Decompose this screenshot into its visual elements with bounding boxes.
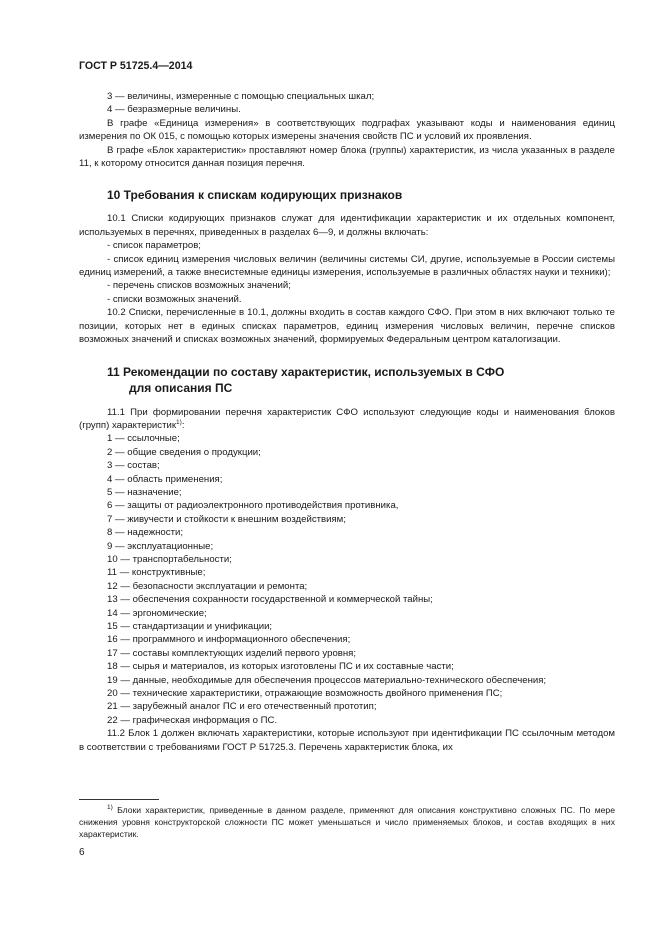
list-item: 4 — область применения;: [107, 473, 223, 485]
list-item: 8 — надежности;: [107, 527, 183, 539]
intro-line: 3 — величины, измеренные с помощью специальных шкал;: [107, 91, 375, 102]
footnote-ref[interactable]: 1): [176, 418, 182, 426]
list-item: 17 — составы комплектующих изделий первого уровня;: [107, 647, 357, 659]
intro-paragraph: В графе «Единица измерения» в соответствующих подграфах указывают коды и наименования единиц измерения по ОК 015, с помощью которых измерены значения свойств ПС и условий их проявления.: [79, 117, 615, 143]
section-11-heading: [79, 364, 615, 396]
block-codes-list: [79, 432, 615, 727]
intro-paragraph: В графе «Блок характеристик» проставляют номер блока (группы) характеристик, из числа указанных в разделе 11, к которому относится данная позиция перечня.: [79, 144, 615, 170]
list-item: - перечень списков возможных значений;: [107, 280, 291, 292]
footnote-divider: [79, 799, 159, 800]
list-item: 11 — конструктивные;: [107, 567, 206, 579]
section-11-heading-line2: для описания ПС: [129, 380, 233, 395]
list-item: - список параметров;: [107, 240, 201, 252]
list-item: 2 — общие сведения о продукции;: [107, 446, 261, 458]
list-item: 9 — эксплуатационные;: [107, 540, 214, 552]
paragraph-11-1-end: :: [181, 419, 185, 431]
list-item: 22 — графическая информация о ПС.: [107, 714, 278, 726]
list-item: 14 — эргономические;: [107, 607, 207, 619]
list-item: 15 — стандартизации и унификации;: [107, 621, 273, 632]
list-item: 16 — программного и информационного обеспечения;: [107, 634, 351, 646]
list-item: 6 — защиты от радиоэлектронного противодействия противника,: [107, 500, 399, 512]
page-number: 6: [79, 847, 85, 858]
list-item: 7 — живучести и стойкости к внешним воздействиям;: [107, 513, 346, 525]
list-item: 13 — обеспечения сохранности государственной и коммерческой тайны;: [107, 594, 433, 606]
list-item: 5 — назначение;: [107, 486, 182, 498]
list-item: 10 — транспортабельности;: [107, 553, 232, 565]
page-content: [79, 90, 615, 754]
list-item: 21 — зарубежный аналог ПС и его отечественный прототип;: [107, 701, 377, 713]
paragraph-10-1: 10.1 Списки кодирующих признаков служат для идентификации характеристик и их отдельных компонент, используемых в перечнях, приведенных в разделах 6—9, и должны включать:: [79, 213, 615, 238]
list-item: - список единиц измерения числовых величин (величины системы СИ, другие, используемые в России системы единиц измерений, а также внесистемные единицы измерения, используемые в различных областях науки и техники);: [79, 253, 615, 279]
footnote-marker: 1): [107, 804, 113, 812]
list-item: 20 — технические характеристики, отражающие возможность двойного применения ПС;: [107, 688, 503, 700]
list-item: 3 — состав;: [107, 460, 160, 472]
list-item: 19 — данные, необходимые для обеспечения процессов материально-технического обеспечения;: [107, 674, 547, 686]
intro-line: 4 — безразмерные величины.: [107, 104, 241, 116]
section-11-heading-line1: 11 Рекомендации по составу характеристик, используемых в СФО: [107, 364, 505, 379]
list-item: 18 — сырья и материалов, из которых изготовлены ПС и их составные части;: [107, 661, 454, 673]
paragraph-11-1-text: 11.1 При формировании перечня характеристик СФО используют следующие коды и наименования блоков (групп) характеристик: [79, 406, 615, 431]
paragraph-11-2: 11.2 Блок 1 должен включать характеристики, которые используют при идентификации ПС ссылочным методом в соответствии с требованиями ГОСТ Р 51725.3. Перечень характеристик блока, их: [79, 728, 615, 753]
document-header: ГОСТ Р 51725.4—2014: [79, 60, 193, 72]
footnote: [79, 804, 615, 840]
section-10-heading: 10 Требования к спискам кодирующих признаков: [107, 188, 403, 203]
footnote-text: Блоки характеристик, приведенные в данном разделе, применяют для описания конструктивно сложных ПС. По мере снижения уровня конструкторской сложности ПС может уменьшаться и число применяемых блоков, и состав входящих в них характеристик.: [79, 805, 615, 839]
list-item: - списки возможных значений.: [107, 293, 242, 305]
paragraph-11-1: [79, 406, 615, 433]
list-item: 1 — ссылочные;: [107, 433, 180, 445]
paragraph-10-2: 10.2 Списки, перечисленные в 10.1, должны входить в состав каждого СФО. При этом в них включают только те позиции, которых нет в единых списках параметров, единиц измерения числовых величин, перечне списков возможных значений и списках возможных значений, формируемых Федеральным центром каталогизации.: [79, 307, 615, 346]
list-item: 12 — безопасности эксплуатации и ремонта;: [107, 580, 308, 592]
